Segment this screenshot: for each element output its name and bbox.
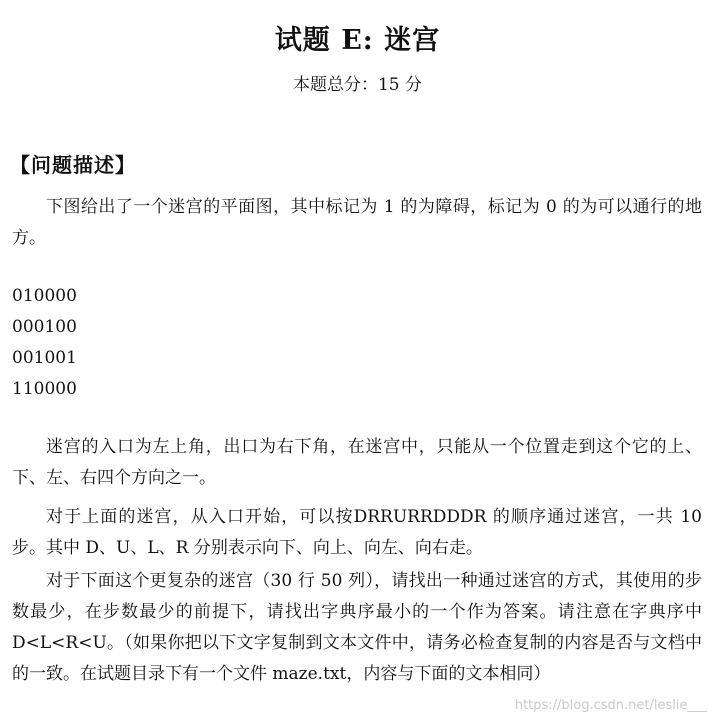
maze-row: 000100 [12,317,77,337]
score-subtitle: 本题总分：15 分 [292,75,423,95]
paragraph-example-path: 对于上面的迷宫，从入口开始，可以按DRRURRDDDR 的顺序通过迷宫，一共 10 步。其中 D、U、L、R 分别表示向下、向上、向左、向右走。 [12,507,702,558]
maze-row: 110000 [12,379,77,399]
maze-row: 010000 [12,286,77,306]
section-heading-problem: 【问题描述】 [10,153,136,177]
paragraph-entrance-exit: 迷宫的入口为左上角，出口为右下角，在迷宫中，只能从一个位置走到这个它的上、下、左、右四个方向之一。 [12,437,702,488]
watermark: https://blog.csdn.net/leslie___ [514,698,707,713]
page-title: 试题 E: 迷宫 [274,25,441,56]
maze-grid [12,281,77,405]
paragraph-task: 对于下面这个更复杂的迷宫（30 行 50 列），请找出一种通过迷宫的方式，其使用的步数最少，在步数最少的前提下，请找出字典序最小的一个作为答案。请注意在字典序中D<L<R<U。（如果你把以下文字复制到文本文件中，请务必检查复制的内容是否与文档中的一致。在试题目录下有一个文件 maze.txt，内容与下面的文本相同） [12,571,702,684]
paragraph-maze-intro: 下图给出了一个迷宫的平面图，其中标记为 1 的为障碍，标记为 0 的为可以通行的地方。 [12,197,702,248]
maze-row: 001001 [12,348,77,368]
